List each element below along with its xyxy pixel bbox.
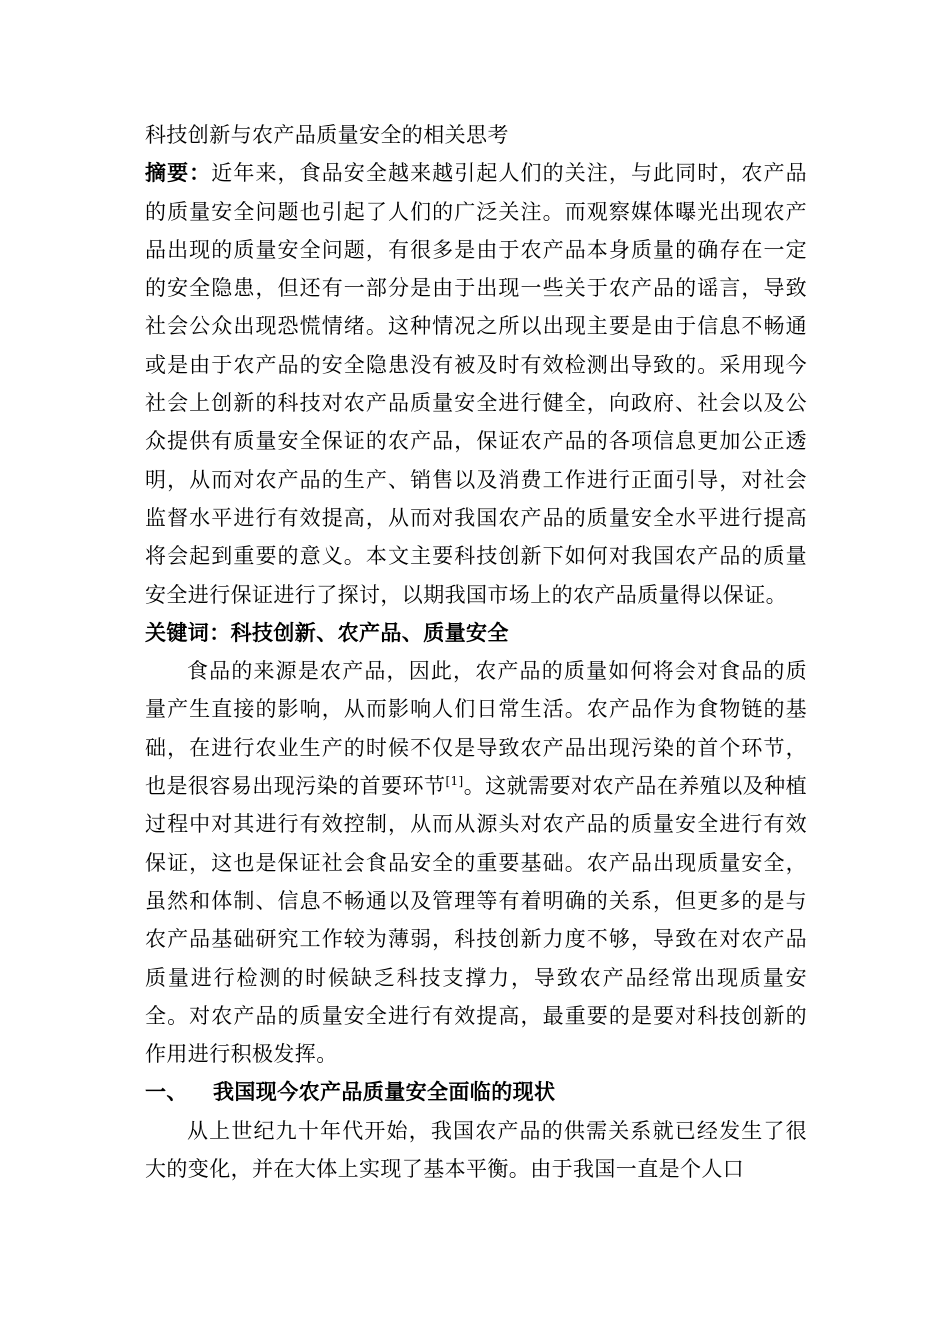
- intro-paragraph: [145, 652, 807, 1073]
- intro-text-after-citation: 。这就需要对农产品在养殖以及种植过程中对其进行有效控制，从而从源头对农产品的质量安全进行有效保证，这也是保证社会食品安全的重要基础。农产品出现质量安全，虽然和体制、信息不畅通以及管理等有着明确的关系，但更多的是与农产品基础研究工作较为薄弱，科技创新力度不够，导致在对农产品质量进行检测的时候缺乏科技支撑力，导致农产品经常出现质量安全。对农产品的质量安全进行有效提高，最重要的是要对科技创新的作用进行积极发挥。: [145, 774, 807, 1067]
- section-1-heading: [145, 1073, 807, 1111]
- intro-text-before-citation: 食品的来源是农产品，因此，农产品的质量如何将会对食品的质量产生直接的影响，从而影响人们日常生活。农产品作为食物链的基础，在进行农业生产的时候不仅是导致农产品出现污染的首个环节，也是很容易出现污染的首要环节: [145, 659, 807, 799]
- abstract-paragraph: [145, 154, 807, 614]
- keywords-line: 关键词：科技创新、农产品、质量安全: [145, 619, 509, 645]
- section-1-number: 一、: [145, 1079, 188, 1105]
- abstract-text: 近年来，食品安全越来越引起人们的关注，与此同时，农产品的质量安全问题也引起了人们的广泛关注。而观察媒体曝光出现农产品出现的质量安全问题，有很多是由于农产品本身质量的确存在一定的安全隐患，但还有一部分是由于出现一些关于农产品的谣言，导致社会公众出现恐慌情绪。这种情况之所以出现主要是由于信息不畅通或是由于农产品的安全隐患没有被及时有效检测出导致的。采用现今社会上创新的科技对农产品质量安全进行健全，向政府、社会以及公众提供有质量安全保证的农产品，保证农产品的各项信息更加公正透明，从而对农产品的生产、销售以及消费工作进行正面引导，对社会监督水平进行有效提高，从而对我国农产品的质量安全水平进行提高将会起到重要的意义。本文主要科技创新下如何对我国农产品的质量安全进行保证进行了探讨，以期我国市场上的农产品质量得以保证。: [145, 161, 807, 607]
- citation-reference: [1]: [445, 774, 464, 789]
- abstract-label: 摘要：: [145, 160, 212, 186]
- section-1-paragraph: 从上世纪九十年代开始，我国农产品的供需关系就已经发生了很大的变化，并在大体上实现了基本平衡。由于我国一直是个人口: [145, 1118, 807, 1182]
- document-title: 科技创新与农产品质量安全的相关思考: [145, 123, 509, 147]
- section-1-title: 我国现今农产品质量安全面临的现状: [213, 1079, 556, 1105]
- document-page: [145, 116, 807, 1188]
